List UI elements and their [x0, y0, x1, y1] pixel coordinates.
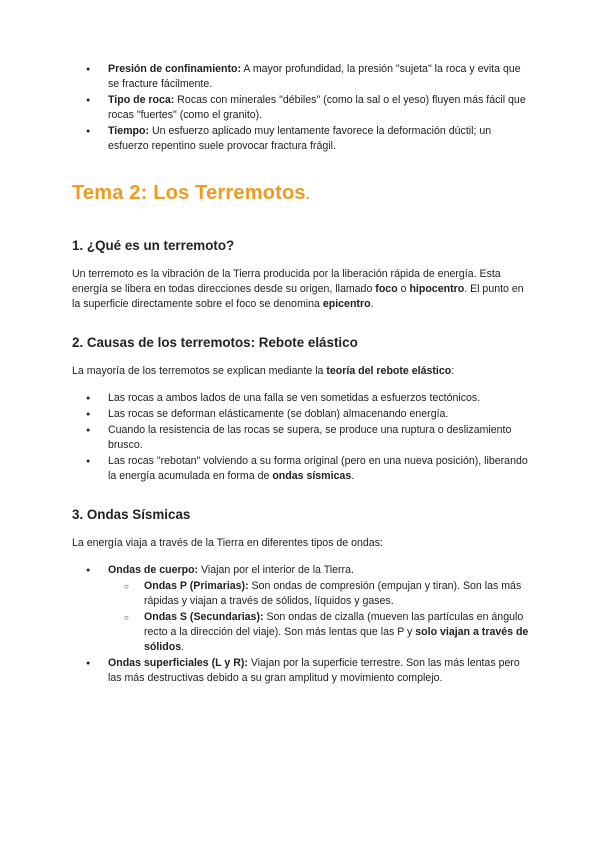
text-run: . [181, 641, 185, 653]
list-item: ● Las rocas a ambos lados de una falla se ven sometidas a esfuerzos tectónicos. [72, 391, 530, 406]
term-text: Un esfuerzo aplicado muy lentamente favorece la deformación dúctil; un esfuerzo repentino suele provocar fractura frágil. [108, 125, 492, 152]
paragraph-intro-rebote [72, 364, 530, 379]
bold-foco: foco [375, 283, 398, 295]
text-run: La mayoría de los terremotos se explican mediante la [72, 365, 327, 377]
bold-teoria: teoría del rebote elástico [326, 365, 452, 377]
page-title [72, 180, 530, 207]
list-item [72, 93, 530, 123]
paragraph-intro-ondas: La energía viaja a través de la Tierra en diferentes tipos de ondas: [72, 537, 383, 549]
term-label: Ondas superficiales (L y R): [108, 657, 248, 669]
bold-ondas-sismicas: ondas sísmicas [272, 470, 352, 482]
section-heading-2: 2. Causas de los terremotos: Rebote elástico [72, 335, 358, 350]
term-text: Viajan por la superficie terrestre. Son las más lentas pero las más destructivas debido a su gran amplitud y movimiento complejo. [108, 657, 520, 684]
section-heading-1: 1. ¿Qué es un terremoto? [72, 238, 235, 253]
title-dot: . [305, 186, 310, 202]
list-item [72, 124, 530, 154]
term-label: Tipo de roca: [108, 94, 175, 106]
page-content [72, 62, 530, 687]
list-item [72, 62, 530, 92]
term-text: Viajan por el interior de la Tierra. [198, 564, 354, 576]
text-run: o [397, 283, 410, 295]
intro-bullet-list [72, 62, 530, 154]
term-label: Tiempo: [108, 125, 150, 137]
term-text: Son ondas de cizalla (mueven las partículas en ángulo recto a la dirección del viaje). Son más lentas que las P y [144, 611, 524, 638]
paragraph-definition [72, 267, 530, 312]
term-text: A mayor profundidad, la presión "sujeta" la roca y evita que se fracture fácilmente. [108, 63, 521, 90]
term-text: Son ondas de compresión (empujan y tiran). Son las más rápidas y viajan a través de sólidos, líquidos y gases. [144, 580, 522, 607]
bold-solo-solidos: solo viajan a través de sólidos [144, 626, 529, 653]
list-item [72, 656, 530, 686]
rebote-bullet-list [72, 391, 530, 484]
term-label: Ondas P (Primarias): [144, 580, 249, 592]
list-item [108, 610, 530, 655]
title-text: Tema 2: Los Terremotos [72, 182, 306, 204]
list-item: ● Las rocas se deforman elásticamente (se doblan) almacenando energía. [72, 407, 530, 422]
list-item: ● Cuando la resistencia de las rocas se supera, se produce una ruptura o deslizamiento brusco. [72, 423, 530, 453]
term-label: Ondas S (Secundarias): [144, 611, 264, 623]
term-label: Ondas de cuerpo: [108, 564, 199, 576]
bold-epicentro: epicentro [322, 298, 371, 310]
term-text: Rocas con minerales "débiles" (como la sal o el yeso) fluyen más fácil que rocas "fuertes" (como el granito). [108, 94, 526, 121]
text-run: . El punto en la superficie directamente sobre el foco se denomina [72, 283, 524, 310]
text-run: : [451, 365, 455, 377]
text-run: Un terremoto es la vibración de la Tierra producida por la liberación rápida de energía. Esta energía se libera en todas direcciones desde su origen, llamado [72, 268, 501, 295]
ondas-bullet-list [72, 563, 530, 686]
list-item [72, 454, 530, 484]
text-run: Las rocas "rebotan" volviendo a su forma original (pero en una nueva posición), liberando la energía acumulada en forma de [108, 455, 528, 482]
list-item [72, 563, 530, 655]
bold-hipocentro: hipocentro [409, 283, 465, 295]
term-label: Presión de confinamiento: [108, 63, 242, 75]
section-heading-3: 3. Ondas Sísmicas [72, 507, 191, 522]
text-run: . [370, 298, 374, 310]
nested-list [108, 579, 530, 655]
list-item [108, 579, 530, 609]
text-run: . [351, 470, 355, 482]
